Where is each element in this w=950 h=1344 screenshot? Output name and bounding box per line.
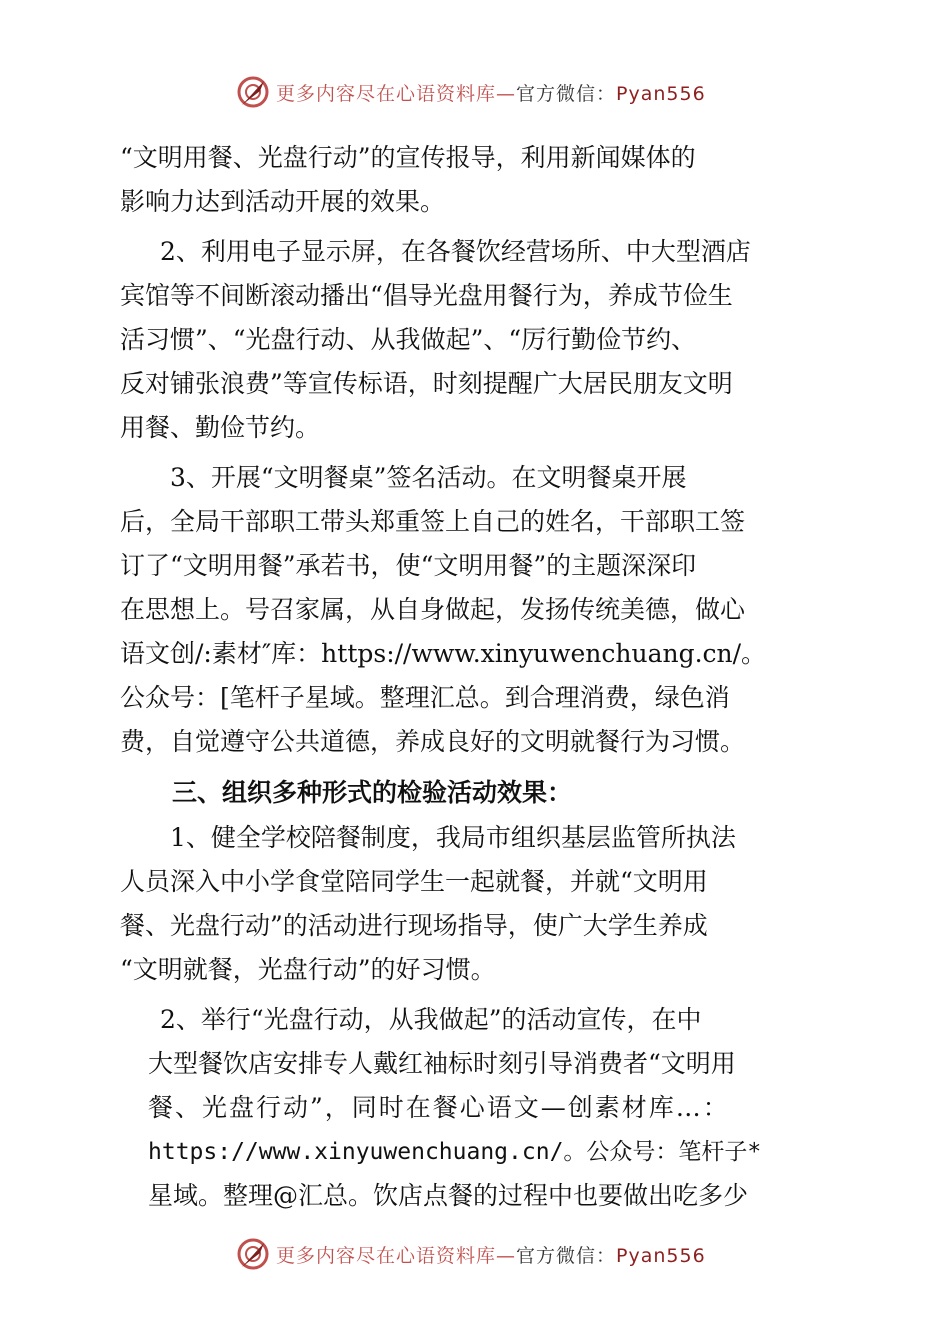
footer-banner-text: 更多内容尽在心语资料库—官方微信：Pyan556: [276, 1244, 706, 1267]
paragraph-line: 语文创/:素材″库：https://www.xinyuwenchuang.cn/。: [120, 639, 767, 668]
paragraph-line: 人员深入中小学食堂陪同学生一起就餐，并就“文明用: [120, 867, 708, 896]
paragraph-line: 2、举行“光盘行动，从我做起”的活动宣传，在中: [160, 1005, 702, 1034]
section-heading: 三、组织多种形式的检验活动效果：: [172, 778, 573, 807]
paragraph-line: 星域。整理@汇总。饮店点餐的过程中也要做出吃多少: [148, 1181, 749, 1210]
paragraph-line: 反对铺张浪费”等宣传标语，时刻提醒广大居民朋友文明: [120, 369, 733, 398]
paragraph-line: 大型餐饮店安排专人戴红袖标时刻引导消费者“文明用: [148, 1049, 736, 1078]
paragraph-line: 1、健全学校陪餐制度，我局市组织基层监管所执法: [170, 823, 736, 852]
paragraph-line: 活习惯”、“光盘行动、从我做起”、“厉行勤俭节约、: [120, 325, 697, 354]
footer-banner: [236, 1236, 706, 1272]
paragraph-line: https://www.xinyuwenchuang.cn/。公众号：笔杆子*: [148, 1139, 762, 1165]
paragraph-line: 影响力达到活动开展的效果。: [120, 187, 446, 216]
header-banner-text: 更多内容尽在心语资料库—官方微信：Pyan556: [276, 82, 706, 105]
paragraph-line: 用餐、勤俭节约。: [120, 413, 321, 442]
paragraph-line: 订了“文明用餐”承若书，使“文明用餐”的主题深深印: [120, 551, 697, 580]
paragraph-line: 餐、光盘行动”的活动进行现场指导，使广大学生养成: [120, 911, 708, 940]
paragraph-line: 后，全局干部职工带头郑重签上自己的姓名，干部职工签: [120, 507, 746, 536]
header-banner: [236, 74, 706, 110]
paragraph-line: 3、开展“文明餐桌”签名活动。在文明餐桌开展: [170, 463, 687, 492]
quill-seal-icon: [236, 1237, 270, 1271]
paragraph-line: 公众号：[笔杆子星域。整理汇总。到合理消费，绿色消: [120, 683, 730, 712]
paragraph-line: 2、利用电子显示屏，在各餐饮经营场所、中大型酒店: [160, 237, 751, 266]
paragraph-line: 宾馆等不间断滚动播出“倡导光盘用餐行为，养成节俭生: [120, 281, 733, 310]
document-body: [120, 136, 840, 1218]
paragraph-line: “文明就餐，光盘行动”的好习惯。: [120, 955, 496, 984]
paragraph-line: 餐、光盘行动”，同时在餐心语文—创素材库…：: [148, 1093, 730, 1122]
quill-seal-icon: [236, 75, 270, 109]
paragraph-line: “文明用餐、光盘行动”的宣传报导，利用新闻媒体的: [120, 143, 696, 172]
paragraph-line: 费，自觉遵守公共道德，养成良好的文明就餐行为习惯。: [120, 727, 746, 756]
paragraph-line: 在思想上。号召家属，从自身做起，发扬传统美德，做心: [120, 595, 746, 624]
